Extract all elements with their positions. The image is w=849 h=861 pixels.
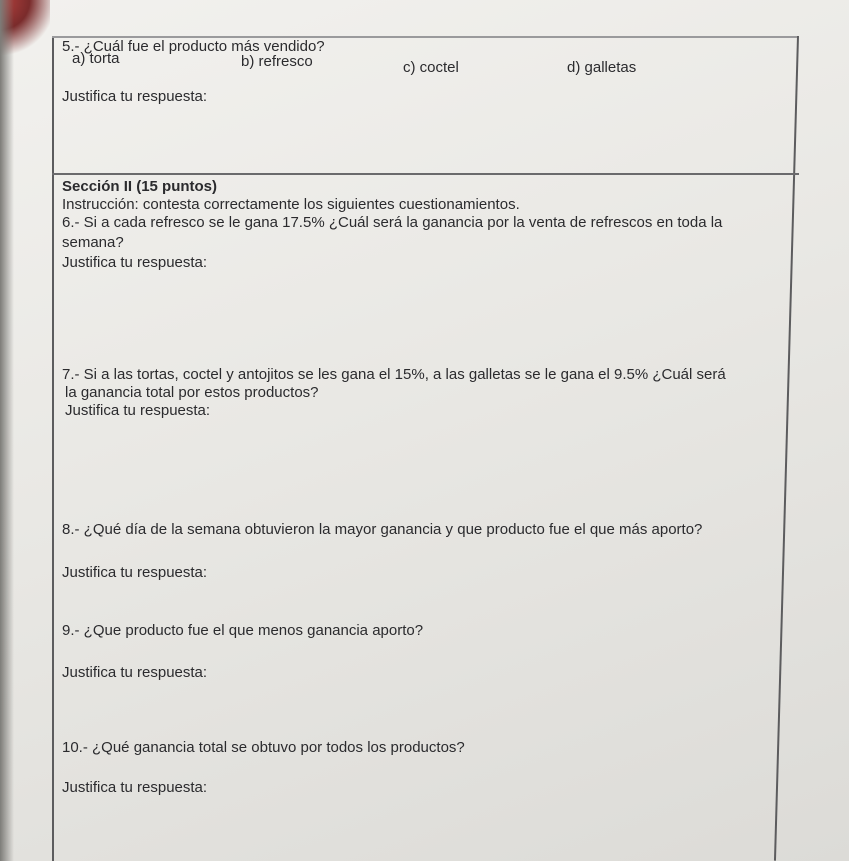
left-border-line xyxy=(52,36,54,861)
option-d: d) galletas xyxy=(567,59,637,76)
q7-justify-label: Justifica tu respuesta: xyxy=(65,402,211,419)
q5-justify-label: Justifica tu respuesta: xyxy=(62,88,208,105)
question-10: 10.- ¿Qué ganancia total se obtuvo por todos los productos? xyxy=(62,739,465,756)
q6-justify-label: Justifica tu respuesta: xyxy=(62,254,208,271)
q9-justify-label: Justifica tu respuesta: xyxy=(62,664,208,681)
question-8: 8.- ¿Qué día de la semana obtuvieron la mayor ganancia y que producto fue el que más aporto? xyxy=(62,521,703,538)
question-6-line-2: semana? xyxy=(62,234,124,251)
option-c: c) coctel xyxy=(403,59,459,76)
section-2-instruction: Instrucción: contesta correctamente los siguientes cuestionamientos. xyxy=(62,196,520,213)
question-7-line-1: 7.- Si a las tortas, coctel y antojitos se les gana el 15%, a las galletas se le gana el 9.5% ¿Cuál será xyxy=(62,366,726,383)
question-6-line-1: 6.- Si a cada refresco se le gana 17.5% ¿Cuál será la ganancia por la venta de refrescos en toda la xyxy=(62,214,723,231)
q8-justify-label: Justifica tu respuesta: xyxy=(62,564,208,581)
q10-justify-label: Justifica tu respuesta: xyxy=(62,779,208,796)
section-2-title: Sección II (15 puntos) xyxy=(62,178,218,195)
question-5: 5.- ¿Cuál fue el producto más vendido? xyxy=(62,38,325,55)
option-b: b) refresco xyxy=(241,53,313,70)
page-edge-shadow xyxy=(0,0,14,861)
question-7-line-2: la ganancia total por estos productos? xyxy=(65,384,319,401)
question-9: 9.- ¿Que producto fue el que menos ganancia aporto? xyxy=(62,622,424,639)
option-a: a) torta xyxy=(72,50,120,67)
section-divider-line xyxy=(52,173,799,175)
